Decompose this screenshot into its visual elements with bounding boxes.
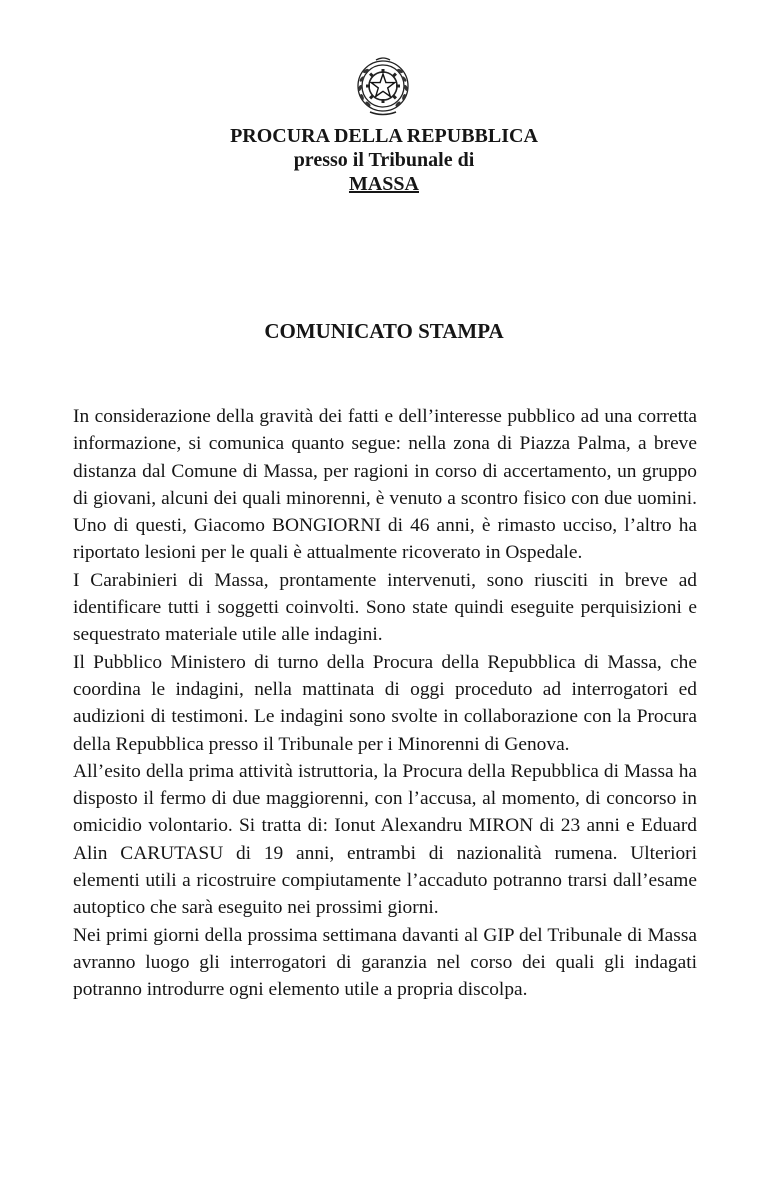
paragraph-5: Nei primi giorni della prossima settimana davanti al GIP del Tribunale di Massa avranno luogo gli interrogatori di garanzia nel corso dei quali gli indagati potranno introdurre ogni elemento utile a propria discolpa. — [73, 924, 697, 1001]
office-name: PROCURA DELLA REPUBBLICA — [230, 125, 538, 147]
document-header — [0, 124, 768, 196]
city-name: MASSA — [348, 173, 419, 195]
document-body — [73, 403, 697, 1004]
italian-republic-emblem-icon — [350, 52, 416, 118]
paragraph-3: Il Pubblico Ministero di turno della Procura della Repubblica di Massa, che coordina le indagini, nella mattinata di oggi proceduto ad interrogatori ed audizioni di testimoni. Le indagini sono svolte in collaborazione con la Procura della Repubblica presso il Tribunale per i Minorenni di Genova. — [73, 651, 697, 755]
court-line: presso il Tribunale di — [293, 149, 475, 171]
paragraph-1: In considerazione della gravità dei fatti e dell’interesse pubblico ad una corretta informazione, si comunica quanto segue: nella zona di Piazza Palma, a breve distanza dal Comune di Massa, per ragioni in corso di accertamento, un gruppo di giovani, alcuni dei quali minorenni, è venuto a scontro fisico con due uomini. Uno di questi, Giacomo BONGIORNI di 46 anni, è rimasto ucciso, l’altro ha riportato lesioni per le quali è attualmente ricoverato in Ospedale. — [73, 406, 697, 564]
paragraph-4: All’esito della prima attività istruttoria, la Procura della Repubblica di Massa ha disposto il fermo di due maggiorenni, con l’accusa, al momento, di concorso in omicidio volontario. Si tratta di: Ionut Alexandru MIRON di 23 anni e Eduard Alin CARUTASU di 19 anni, entrambi di nazionalità rumena. Ulteriori elementi utili a ricostruire compiutamente l’accaduto potranno trarsi dall’esame autoptico che sarà eseguito nei prossimi giorni. — [73, 760, 697, 919]
document-title: COMUNICATO STAMPA — [264, 319, 504, 343]
paragraph-2: I Carabinieri di Massa, prontamente intervenuti, sono riusciti in breve ad identificare tutti i soggetti coinvolti. Sono state quindi eseguite perquisizioni e sequestrato materiale utile alle indagini. — [73, 569, 697, 646]
